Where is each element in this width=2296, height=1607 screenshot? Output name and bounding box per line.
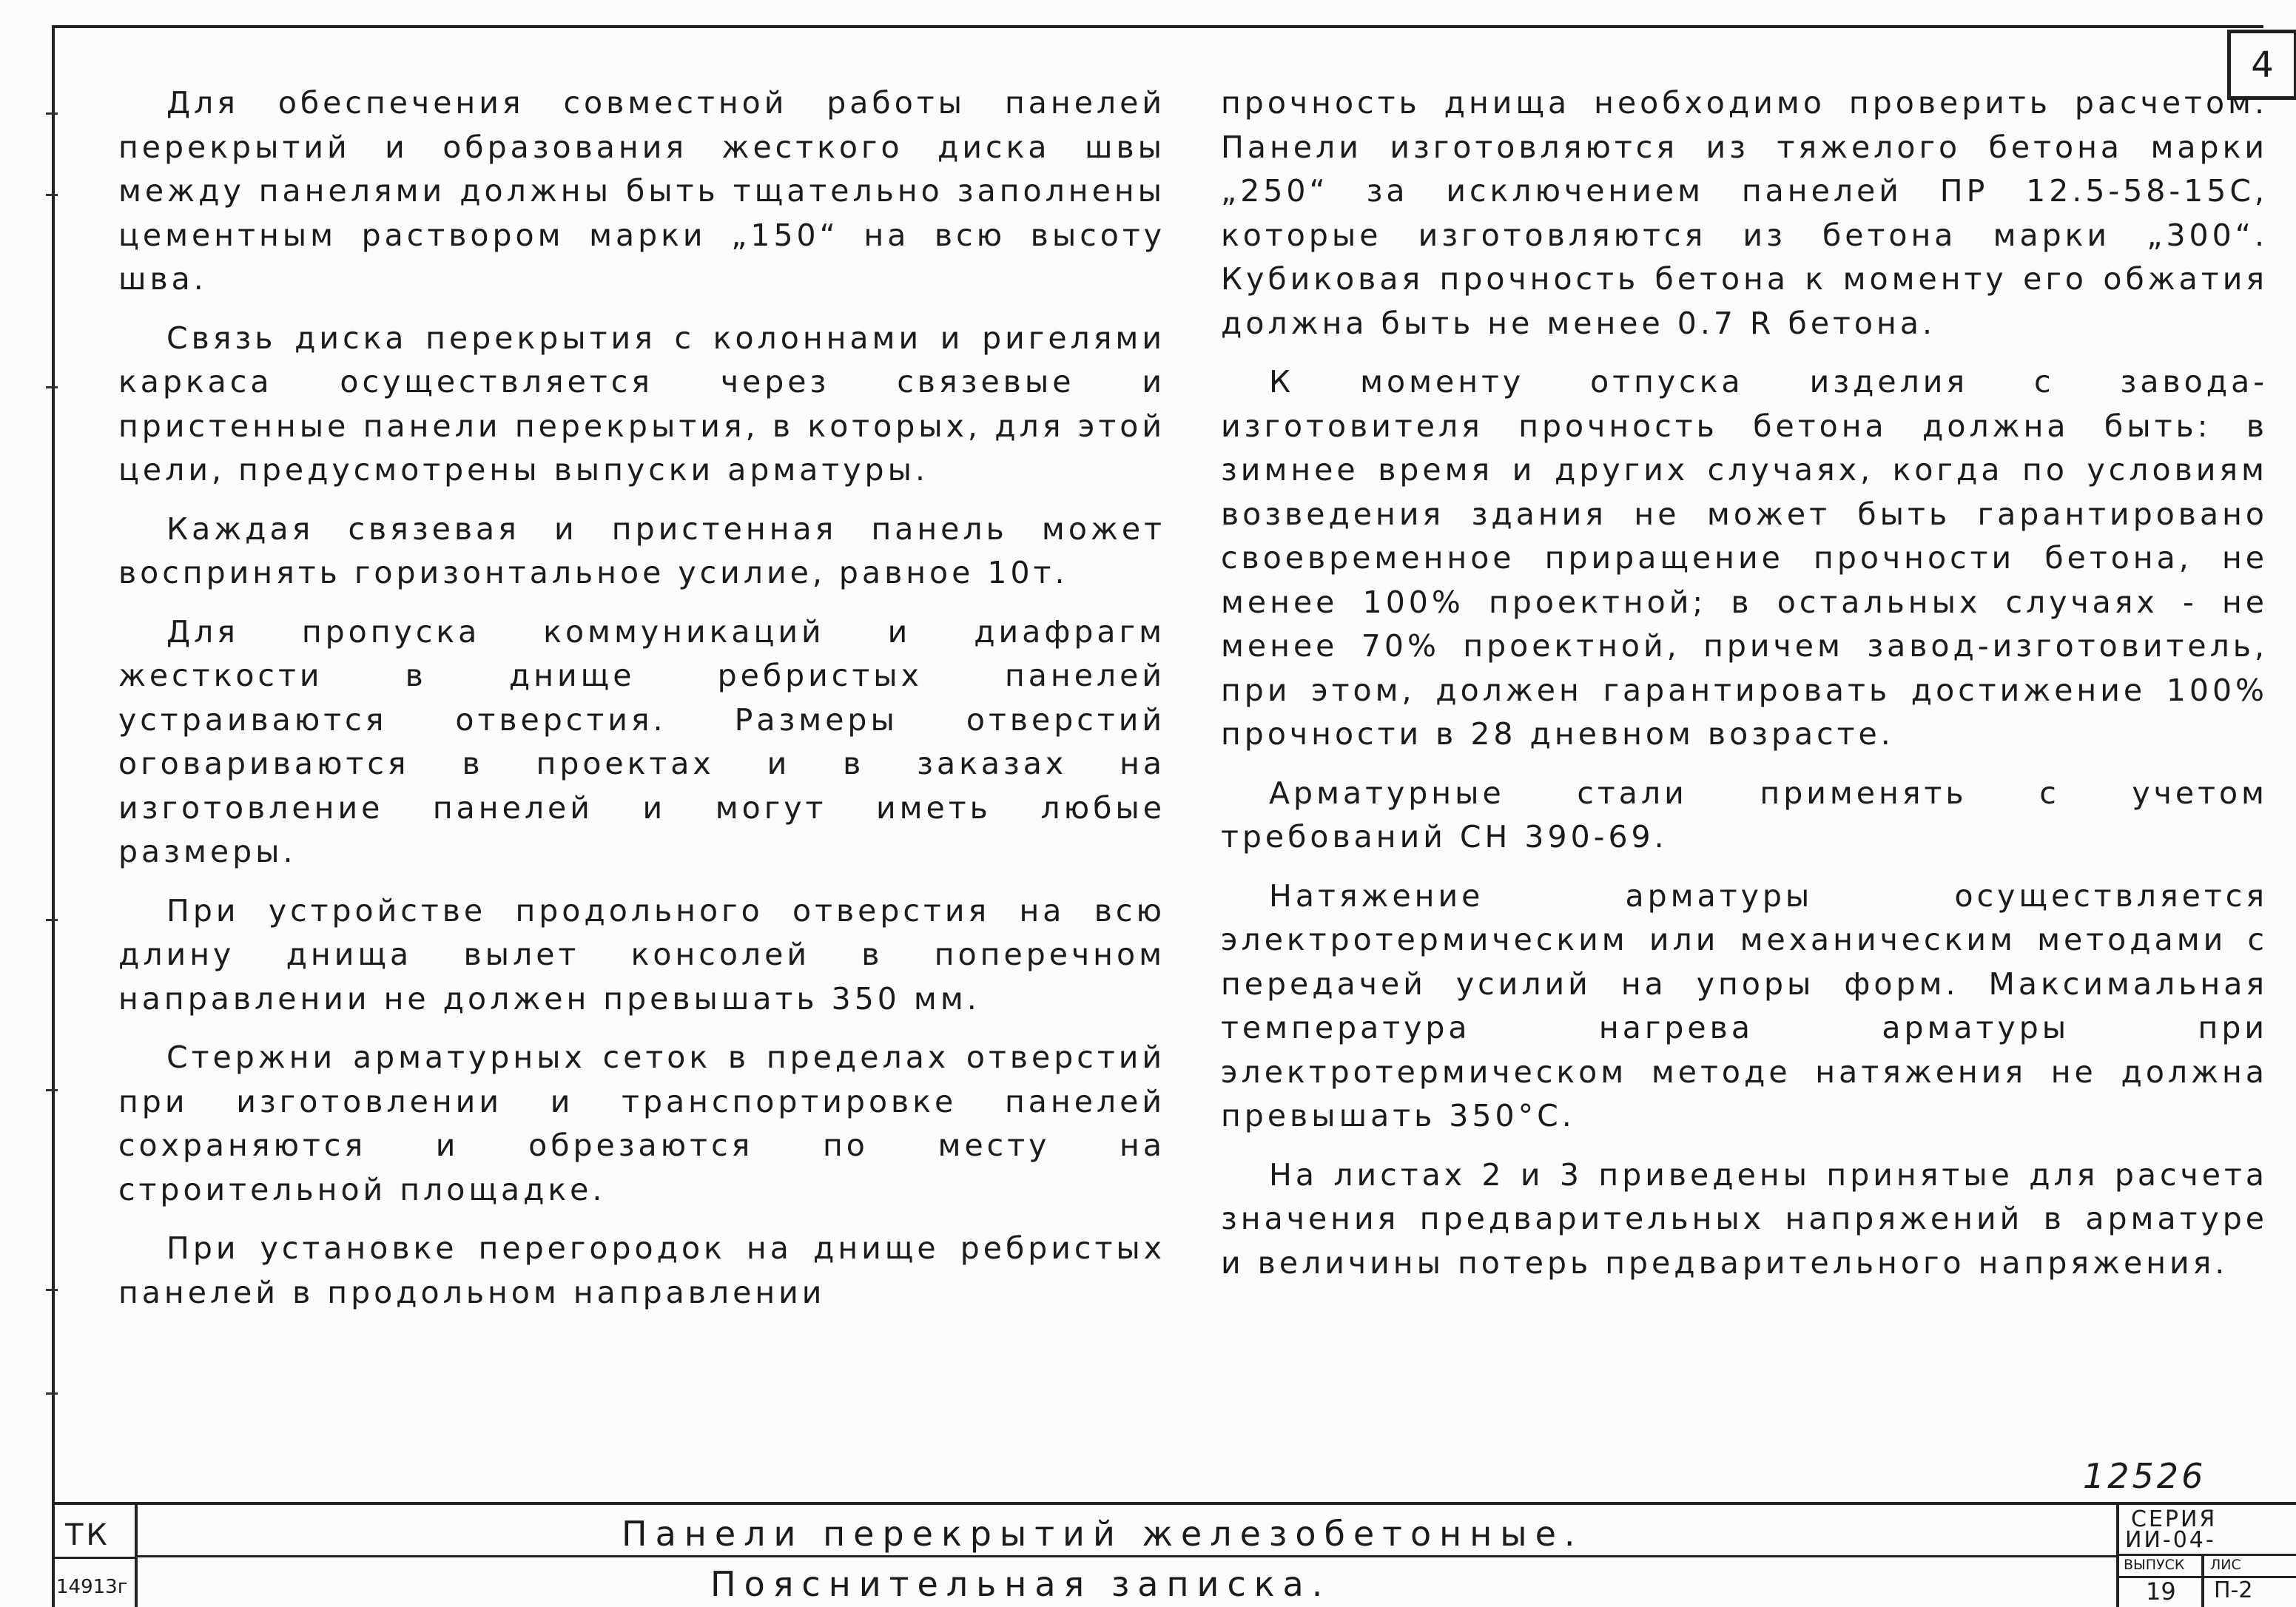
title-block-divider: [2116, 1554, 2296, 1556]
paragraph: Для обеспечения совместной работы панелей перекрытий и образования жесткого диска швы между панелями должны быть тщательно заполнены цементным раствором марки „150“ на всю высоту шва.: [118, 85, 1165, 297]
left-text-column: [118, 81, 1165, 1330]
issue-label: ВЫПУСК: [2124, 1557, 2185, 1573]
paragraph: Для пропуска коммуникаций и диафрагм жесткости в днище ребристых панелей устраиваются отверстия. Размеры отверстий оговариваются в проектах и в заказах на изготовление панелей и могут иметь любые размеры.: [118, 613, 1165, 869]
title-block-divider: [52, 1505, 55, 1607]
document-number: 12526: [2083, 1456, 2206, 1496]
right-text-column: [1221, 81, 2268, 1300]
page-number: 4: [2227, 30, 2296, 100]
margin-tick: [46, 1392, 58, 1395]
paragraph: Арматурные стали применять с учетом требований СН 390-69.: [1221, 775, 2268, 855]
margin-tick: [46, 1089, 58, 1091]
paragraph: При установке перегородок на днище ребристых панелей в продольном направлении: [118, 1230, 1165, 1310]
issue-value: 19: [2146, 1577, 2176, 1606]
margin-tick: [46, 194, 58, 196]
title-block-divider: [2116, 1505, 2119, 1607]
drawing-title: Панели перекрытий железобетонные.: [622, 1514, 1583, 1554]
series-label: СЕРИЯ: [2131, 1506, 2218, 1532]
paragraph: прочность днища необходимо проверить расчетом. Панели изготовляются из тяжелого бетона марки „250“ за исключением панелей ПР 12.5-58-15С, которые изготовляются из бетона марки „300“. Кубиковая прочность бетона к моменту его обжатия должна быть не менее 0.7 R бетона.: [1221, 85, 2268, 341]
paragraph: К моменту отпуска изделия с завода-изготовителя прочность бетона должна быть: в зимнее время и других случаях, когда по условиям возведения здания не может быть гарантировано своевременное приращение прочности бетона, не менее 100% проектной; в остальных случаях - не менее 70% проектной, причем завод-изготовитель, при этом, должен гарантировать достижение 100% прочности в 28 дневном возрасте.: [1221, 364, 2268, 752]
paragraph: Каждая связевая и пристенная панель может воспринять горизонтальное усилие, равное 10т.: [118, 511, 1165, 590]
series-value: ИИ-04-: [2125, 1527, 2216, 1553]
sheet-label: ЛИС: [2210, 1557, 2241, 1573]
drawing-subtitle: Пояснительная записка.: [710, 1564, 1331, 1604]
sheet-value: П-2: [2214, 1577, 2253, 1603]
title-block: [52, 1502, 2296, 1607]
paragraph: На листах 2 и 3 приведены принятые для расчета значения предварительных напряжений в арматуре и величины потерь предварительного напряжения.: [1221, 1156, 2268, 1281]
left-code: ТК: [65, 1518, 110, 1552]
paragraph: Натяжение арматуры осуществляется электротермическим или механическим методами с передачей усилий на упоры форм. Максимальная температура нагрева арматуры при электротермическом методе натяжения не должна превышать 350°С.: [1221, 877, 2268, 1133]
paragraph: Стержни арматурных сеток в пределах отверстий при изготовлении и транспортировке панелей сохраняются и обрезаются по месту на строительной площадке.: [118, 1040, 1165, 1207]
paragraph: Связь диска перекрытия с колоннами и ригелями каркаса осуществляется через связевые и пристенные панели перекрытия, в которых, для этой цели, предусмотрены выпуски арматуры.: [118, 320, 1165, 488]
title-block-divider: [2201, 1554, 2204, 1607]
title-block-divider: [2116, 1576, 2296, 1578]
margin-tick: [46, 1289, 58, 1291]
margin-tick: [46, 112, 58, 115]
inventory-number: 14913г: [56, 1576, 128, 1598]
paragraph: При устройстве продольного отверстия на всю длину днища вылет консолей в поперечном направлении не должен превышать 350 мм.: [118, 892, 1165, 1017]
title-block-divider: [52, 1557, 135, 1559]
margin-tick: [46, 386, 58, 388]
margin-tick: [46, 919, 58, 921]
title-block-divider: [135, 1555, 2116, 1557]
